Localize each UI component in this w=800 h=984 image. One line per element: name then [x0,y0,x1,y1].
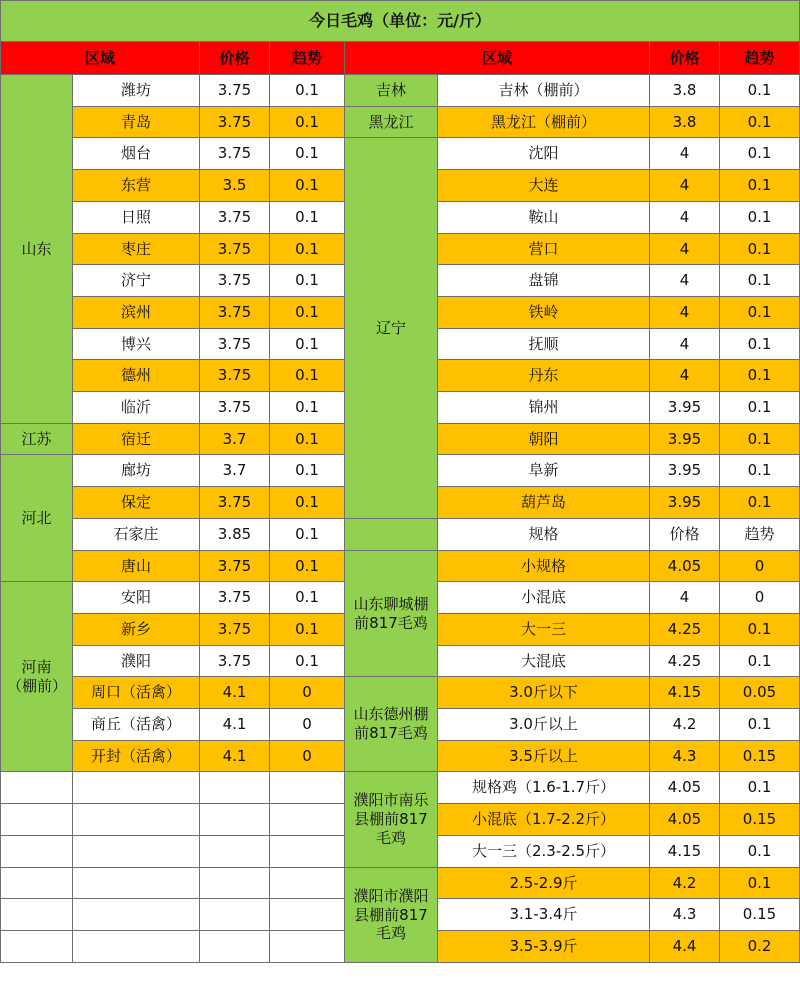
right-label-cell: 3.5斤以上 [438,741,650,772]
right-price-cell: 4 [650,360,720,392]
right-price-cell: 4 [650,234,720,265]
right-region-group [345,519,438,551]
left-price-cell: 3.75 [200,329,270,360]
right-trend-cell: 0.1 [720,234,800,265]
left-price-cell: 3.75 [200,614,270,646]
left-price-cell: 3.75 [200,202,270,234]
empty-cell [270,804,345,836]
header-left-price: 价格 [200,42,270,75]
left-city-cell: 济宁 [73,265,200,297]
left-price-cell: 3.75 [200,360,270,392]
right-trend-cell: 0.1 [720,107,800,138]
right-label-cell: 3.5-3.9斤 [438,931,650,963]
left-trend-cell: 0 [270,709,345,741]
right-label-cell: 朝阳 [438,424,650,455]
right-price-cell: 3.95 [650,455,720,487]
left-trend-cell: 0.1 [270,234,345,265]
left-trend-cell: 0 [270,741,345,772]
header-left-region: 区域 [0,42,200,75]
left-price-cell: 3.75 [200,138,270,170]
left-trend-cell: 0.1 [270,138,345,170]
left-trend-cell: 0.1 [270,487,345,519]
left-trend-cell: 0.1 [270,551,345,582]
left-city-cell: 廊坊 [73,455,200,487]
right-price-cell: 4 [650,265,720,297]
empty-cell [200,868,270,899]
right-label-cell: 丹东 [438,360,650,392]
right-trend-cell: 0.1 [720,709,800,741]
right-trend-cell: 0.1 [720,614,800,646]
right-trend-cell: 0.15 [720,741,800,772]
header-right-region: 区域 [345,42,650,75]
right-label-cell: 2.5-2.9斤 [438,868,650,899]
left-price-cell: 3.75 [200,487,270,519]
right-trend-cell: 0.1 [720,75,800,107]
left-city-cell: 枣庄 [73,234,200,265]
right-region-group: 山东聊城棚前817毛鸡 [345,551,438,677]
right-price-cell: 4.3 [650,741,720,772]
right-region-group: 山东德州棚前817毛鸡 [345,677,438,772]
left-trend-cell: 0.1 [270,75,345,107]
right-price-cell: 价格 [650,519,720,551]
right-label-cell: 铁岭 [438,297,650,329]
left-price-cell: 3.75 [200,75,270,107]
left-trend-cell: 0.1 [270,392,345,424]
empty-cell [0,772,73,804]
left-region-group: 河北 [0,455,73,582]
right-trend-cell: 0.1 [720,646,800,677]
right-trend-cell: 0.2 [720,931,800,963]
right-trend-cell: 0.1 [720,772,800,804]
empty-cell [73,931,200,963]
left-trend-cell: 0 [270,677,345,709]
left-city-cell: 周口（活禽） [73,677,200,709]
right-label-cell: 鞍山 [438,202,650,234]
left-price-cell: 3.75 [200,234,270,265]
left-trend-cell: 0.1 [270,424,345,455]
right-price-cell: 4.15 [650,677,720,709]
right-price-cell: 4.4 [650,931,720,963]
left-trend-cell: 0.1 [270,455,345,487]
header-left-trend: 趋势 [270,42,345,75]
left-price-cell: 3.75 [200,107,270,138]
left-city-cell: 保定 [73,487,200,519]
left-city-cell: 东营 [73,170,200,202]
right-trend-cell: 0.1 [720,202,800,234]
right-label-cell: 盘锦 [438,265,650,297]
empty-cell [73,772,200,804]
left-city-cell: 临沂 [73,392,200,424]
table-title: 今日毛鸡（单位：元/斤） [0,0,800,42]
header-right-trend: 趋势 [720,42,800,75]
left-city-cell: 濮阳 [73,646,200,677]
left-region-group: 河南（棚前） [0,582,73,772]
right-price-cell: 4.25 [650,646,720,677]
right-label-cell: 锦州 [438,392,650,424]
right-label-cell: 规格 [438,519,650,551]
right-price-cell: 4.05 [650,551,720,582]
left-city-cell: 开封（活禽） [73,741,200,772]
right-label-cell: 吉林（棚前） [438,75,650,107]
left-trend-cell: 0.1 [270,646,345,677]
right-price-cell: 4 [650,138,720,170]
empty-cell [73,868,200,899]
right-trend-cell: 0.1 [720,138,800,170]
left-price-cell: 3.7 [200,455,270,487]
left-trend-cell: 0.1 [270,265,345,297]
right-region-group: 吉林 [345,75,438,107]
left-city-cell: 博兴 [73,329,200,360]
right-region-group: 黑龙江 [345,107,438,138]
left-trend-cell: 0.1 [270,360,345,392]
left-trend-cell: 0.1 [270,202,345,234]
left-city-cell: 德州 [73,360,200,392]
right-label-cell: 大混底 [438,646,650,677]
right-trend-cell: 0.1 [720,392,800,424]
right-label-cell: 沈阳 [438,138,650,170]
right-price-cell: 4 [650,297,720,329]
right-trend-cell: 0.1 [720,329,800,360]
right-trend-cell: 0.1 [720,455,800,487]
left-city-cell: 新乡 [73,614,200,646]
right-trend-cell: 0.15 [720,804,800,836]
right-label-cell: 大一三（2.3-2.5斤） [438,836,650,868]
left-city-cell: 烟台 [73,138,200,170]
empty-cell [73,804,200,836]
left-price-cell: 3.5 [200,170,270,202]
right-price-cell: 4.05 [650,772,720,804]
empty-cell [270,899,345,931]
right-region-group: 辽宁 [345,138,438,519]
empty-cell [200,836,270,868]
left-price-cell: 4.1 [200,741,270,772]
right-trend-cell: 0.05 [720,677,800,709]
empty-cell [73,836,200,868]
right-trend-cell: 0.15 [720,899,800,931]
right-label-cell: 大一三 [438,614,650,646]
empty-cell [0,804,73,836]
empty-cell [0,836,73,868]
left-region-group: 江苏 [0,424,73,455]
right-price-cell: 4.2 [650,868,720,899]
right-price-cell: 4 [650,329,720,360]
right-label-cell: 3.1-3.4斤 [438,899,650,931]
empty-cell [270,931,345,963]
left-city-cell: 安阳 [73,582,200,614]
right-price-cell: 4 [650,202,720,234]
left-price-cell: 3.85 [200,519,270,551]
empty-cell [200,772,270,804]
left-city-cell: 唐山 [73,551,200,582]
empty-cell [270,772,345,804]
right-trend-cell: 趋势 [720,519,800,551]
empty-cell [0,899,73,931]
header-right-price: 价格 [650,42,720,75]
right-trend-cell: 0.1 [720,265,800,297]
right-trend-cell: 0.1 [720,868,800,899]
right-label-cell: 抚顺 [438,329,650,360]
right-price-cell: 3.8 [650,107,720,138]
left-trend-cell: 0.1 [270,107,345,138]
left-price-cell: 3.75 [200,582,270,614]
right-price-cell: 4 [650,170,720,202]
right-label-cell: 小混底（1.7-2.2斤） [438,804,650,836]
left-trend-cell: 0.1 [270,614,345,646]
left-city-cell: 宿迁 [73,424,200,455]
right-price-cell: 3.95 [650,392,720,424]
left-price-cell: 4.1 [200,677,270,709]
right-trend-cell: 0.1 [720,836,800,868]
right-label-cell: 3.0斤以下 [438,677,650,709]
left-city-cell: 青岛 [73,107,200,138]
left-trend-cell: 0.1 [270,329,345,360]
right-label-cell: 大连 [438,170,650,202]
right-price-cell: 3.95 [650,424,720,455]
left-price-cell: 3.75 [200,646,270,677]
left-city-cell: 滨州 [73,297,200,329]
right-trend-cell: 0.1 [720,424,800,455]
left-price-cell: 4.1 [200,709,270,741]
left-trend-cell: 0.1 [270,170,345,202]
empty-cell [200,931,270,963]
left-city-cell: 商丘（活禽） [73,709,200,741]
empty-cell [0,931,73,963]
left-trend-cell: 0.1 [270,519,345,551]
right-label-cell: 黑龙江（棚前） [438,107,650,138]
right-price-cell: 4.25 [650,614,720,646]
right-region-group: 濮阳市濮阳县棚前817毛鸡 [345,868,438,963]
right-label-cell: 营口 [438,234,650,265]
right-trend-cell: 0.1 [720,170,800,202]
left-price-cell: 3.75 [200,392,270,424]
right-price-cell: 4.2 [650,709,720,741]
empty-cell [200,899,270,931]
right-price-cell: 3.95 [650,487,720,519]
right-price-cell: 4 [650,582,720,614]
right-label-cell: 规格鸡（1.6-1.7斤） [438,772,650,804]
left-city-cell: 潍坊 [73,75,200,107]
right-label-cell: 3.0斤以上 [438,709,650,741]
left-price-cell: 3.7 [200,424,270,455]
empty-cell [200,804,270,836]
right-region-group: 濮阳市南乐县棚前817毛鸡 [345,772,438,868]
right-trend-cell: 0 [720,582,800,614]
right-label-cell: 小规格 [438,551,650,582]
left-region-group: 山东 [0,75,73,424]
left-price-cell: 3.75 [200,551,270,582]
right-price-cell: 4.05 [650,804,720,836]
left-city-cell: 日照 [73,202,200,234]
right-price-cell: 3.8 [650,75,720,107]
empty-cell [0,868,73,899]
empty-cell [73,899,200,931]
right-trend-cell: 0 [720,551,800,582]
right-trend-cell: 0.1 [720,487,800,519]
left-price-cell: 3.75 [200,297,270,329]
right-trend-cell: 0.1 [720,297,800,329]
left-trend-cell: 0.1 [270,582,345,614]
right-price-cell: 4.15 [650,836,720,868]
empty-cell [270,868,345,899]
right-price-cell: 4.3 [650,899,720,931]
empty-cell [270,836,345,868]
left-price-cell: 3.75 [200,265,270,297]
right-trend-cell: 0.1 [720,360,800,392]
right-label-cell: 阜新 [438,455,650,487]
left-city-cell: 石家庄 [73,519,200,551]
right-label-cell: 葫芦岛 [438,487,650,519]
left-trend-cell: 0.1 [270,297,345,329]
right-label-cell: 小混底 [438,582,650,614]
